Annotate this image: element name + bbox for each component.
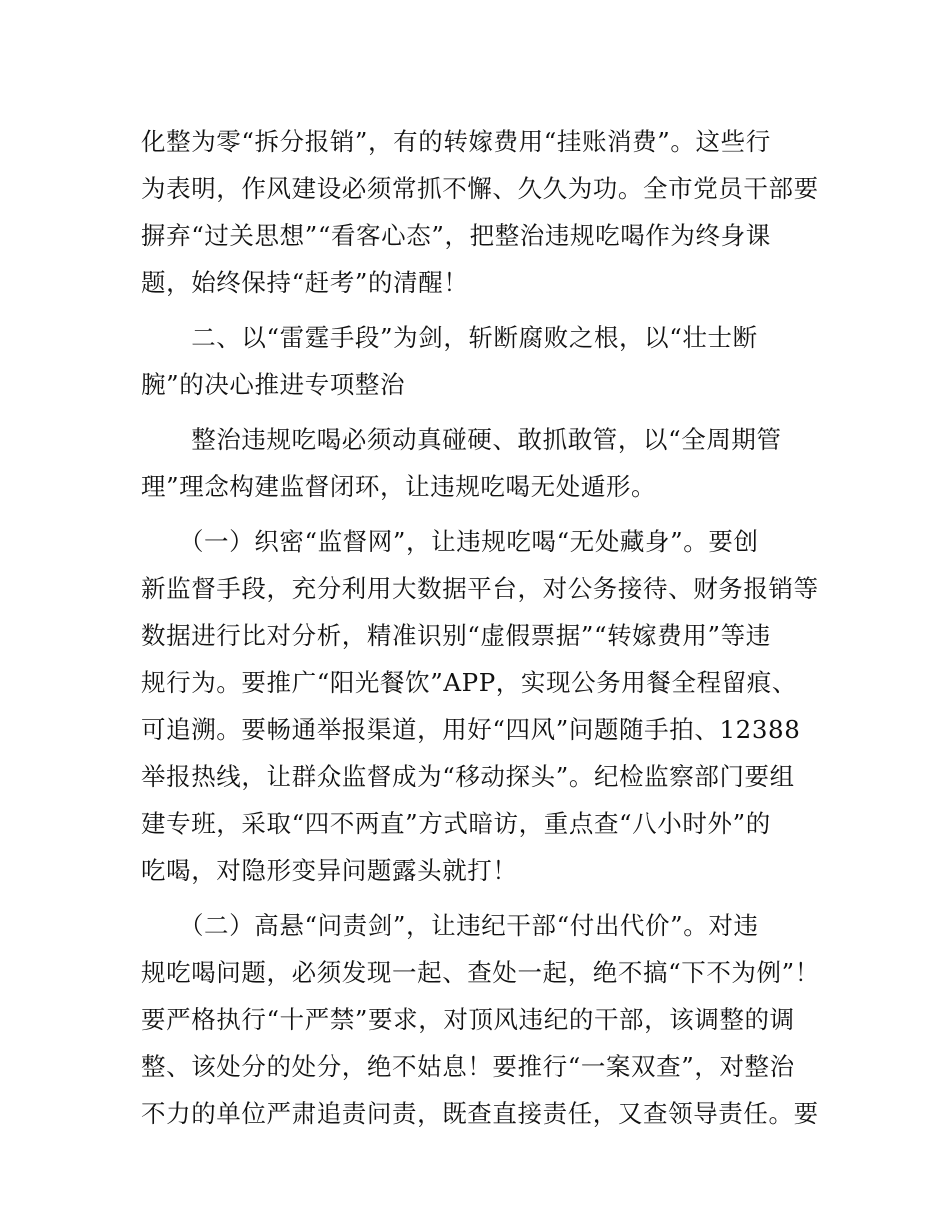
text-line: 理”理念构建监督闭环，让违规吃喝无处遁形。: [141, 472, 657, 501]
text-line: 为表明，作风建设必须常抓不懈、久久为功。全市党员干部要: [141, 174, 819, 203]
text-line: 化整为零“拆分报销”，有的转嫁费用“挂账消费”。这些行: [141, 127, 771, 156]
paragraph-gap: [141, 408, 813, 416]
text-line: 吃喝，对隐形变异问题露头就打！: [141, 856, 518, 885]
text-line: 规吃喝问题，必须发现一起、查处一起，绝不搞“下不为例”！: [141, 958, 820, 987]
paragraph-gap: [141, 306, 813, 314]
text-line: 腕”的决心推进专项整治: [141, 370, 406, 399]
text-line: （二）高悬“问责剑”，让违纪干部“付出代价”。对违: [141, 911, 759, 940]
section-heading-2: [141, 314, 813, 408]
text-line: 数据进行比对分析，精准识别“虚假票据”“转嫁费用”等违: [141, 621, 771, 650]
text-line: 摒弃“过关思想”“看客心态”，把整治违规吃喝作为终身课: [141, 221, 771, 250]
text-line: （一）织密“监督网”，让违规吃喝“无处藏身”。要创: [141, 527, 759, 556]
paragraph-gap: [141, 894, 813, 902]
paragraph-4: [141, 518, 819, 894]
text-line: 新监督手段，充分利用大数据平台，对公务接待、财务报销等: [141, 574, 819, 603]
text-line: 规行为。要推广“阳光餐饮”APP，实现公务用餐全程留痕、: [141, 668, 798, 697]
text-line: 要严格执行“十严禁”要求，对顶风违纪的干部，该调整的调: [141, 1005, 795, 1034]
text-line: 整治违规吃喝必须动真碰硬、敢抓敢管，以“全周期管: [141, 425, 782, 454]
text-line: 题，始终保持“赶考”的清醒！: [141, 268, 469, 297]
text-line: 整、该处分的处分，绝不姑息！要推行“一案双查”，对整治: [141, 1052, 795, 1081]
paragraph-gap: [141, 510, 813, 518]
paragraph-1: [141, 118, 819, 306]
paragraph-5: [141, 902, 820, 1137]
paragraph-3: [141, 416, 813, 510]
text-line: 二、以“雷霆手段”为剑，斩断腐败之根，以“壮士断: [141, 323, 758, 352]
text-line: 可追溯。要畅通举报渠道，用好“四风”问题随手拍、12388: [141, 715, 801, 744]
text-line: 不力的单位严肃追责问责，既查直接责任，又查领导责任。要: [141, 1099, 819, 1128]
document-body: [141, 118, 820, 1137]
text-line: 建专班，采取“四不两直”方式暗访，重点查“八小时外”的: [141, 809, 771, 838]
text-line: 举报热线，让群众监督成为“移动探头”。纪检监察部门要组: [141, 762, 795, 791]
